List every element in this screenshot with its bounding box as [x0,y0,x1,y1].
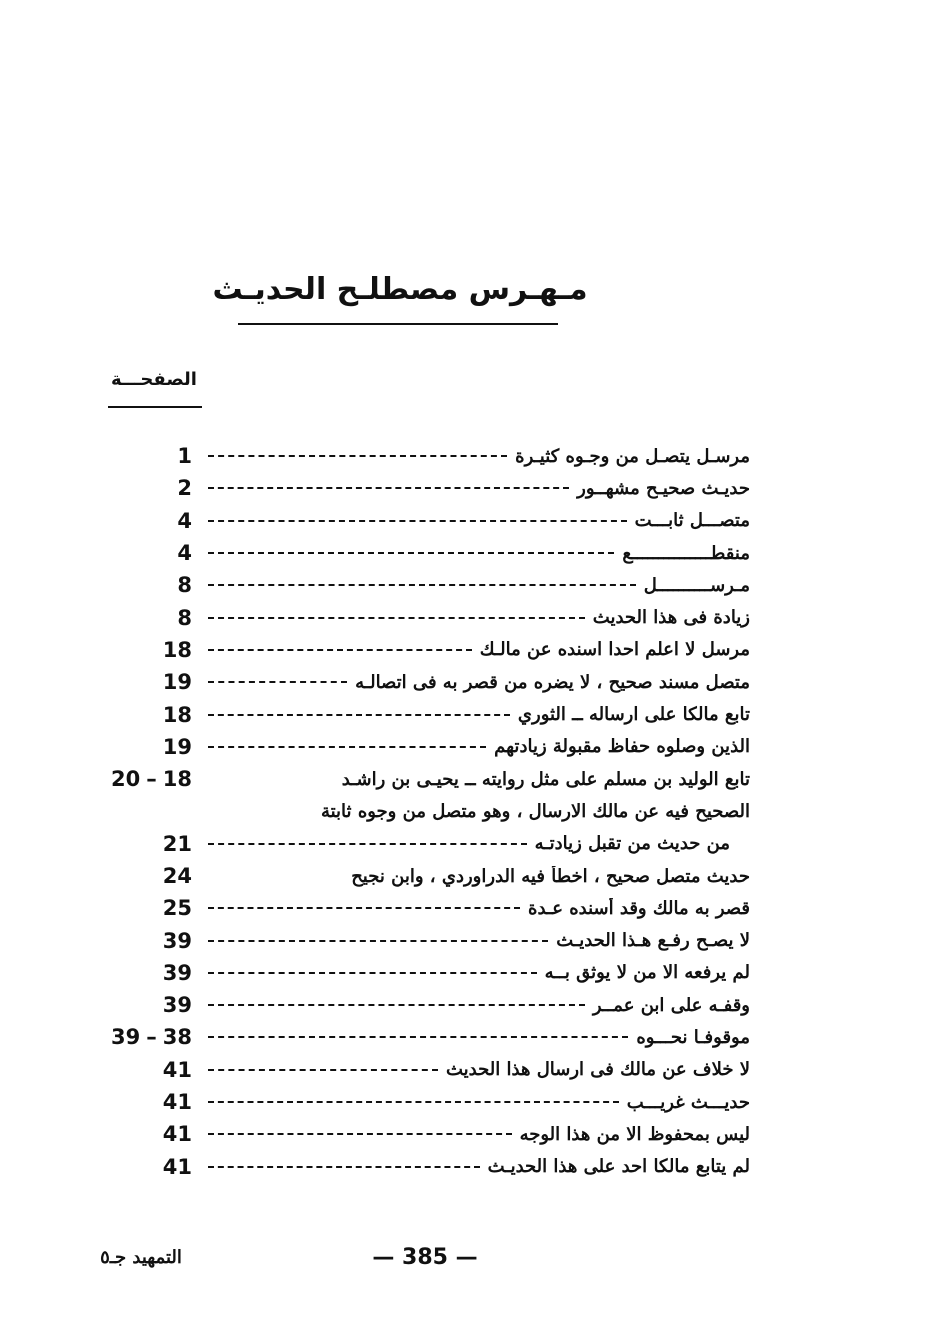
entry-text: حديـث صحيـح مشهــور [577,477,750,499]
index-entries-list [70,440,770,1183]
index-entry [70,666,770,698]
index-entry [70,828,770,860]
entry-text: الصحيح فيه عن مالك الارسال ، وهو متصل من وجوه ثابتة [320,800,750,822]
entry-text: حديـــث غريـــب [626,1091,750,1113]
entry-page: 41 [162,1154,192,1179]
entry-page-numbers [70,832,200,856]
dotted-leader [208,1036,628,1038]
entry-page: 18 [162,702,192,727]
dotted-leader [208,617,585,619]
dotted-leader [208,972,537,974]
entry-page: 39 [162,928,192,953]
entry-page-numbers [70,606,200,630]
entry-text: مرسـل يتصـل من وجـوه كثيـرة [515,445,750,467]
dotted-leader [208,584,636,586]
index-entry [70,1118,770,1150]
dotted-leader [208,746,486,748]
dotted-leader [208,455,507,457]
entry-page-end: 39 [111,1025,141,1050]
entry-page: 19 [162,670,192,695]
entry-page-numbers [70,638,200,662]
entry-text: لا يصـح رفـع هـذا الحديـث [556,930,750,952]
entry-page-numbers [70,993,200,1017]
dotted-leader [208,1101,619,1103]
entry-text: منقطـــــــــــــــع [622,542,750,564]
index-entry [70,569,770,601]
page-range-dash: – [146,1025,157,1050]
footer-page-number: — 385 — [372,1245,478,1270]
entry-page: 21 [162,831,192,856]
index-entry [70,1021,770,1053]
entry-page-numbers [70,1025,200,1049]
entry-page-numbers [70,1058,200,1082]
entry-text: ليس بمحفوظ الا من هذا الوجه [519,1123,750,1145]
entry-page: 24 [162,864,192,888]
entry-page-numbers [70,541,200,565]
index-entry [70,795,770,827]
footer-book-name: التمهيد جـ٥ [100,1247,182,1268]
entry-text: وقفـه على ابن عمــر [592,994,750,1016]
entry-text: زيادة فى هذا الحديث [592,607,750,629]
dotted-leader [208,552,614,554]
index-entry [70,1086,770,1118]
entry-page: 1 [177,444,192,469]
index-entry [70,860,770,892]
entry-text: مـرســــــــــل [643,574,750,596]
entry-page-numbers [70,864,200,888]
index-entry [70,440,770,472]
entry-page-numbers [70,1090,200,1114]
entry-text: قصر به مالك وقد أسنده عـدة [528,897,750,919]
entry-page: 41 [162,1090,192,1115]
page-column-heading-underline [108,406,202,408]
page-range-dash: – [146,767,157,792]
entry-page-numbers [70,1155,200,1179]
entry-page-numbers [70,444,200,468]
entry-text: تابع الوليد بن مسلم على مثل روايته ــ يحيـى بن راشـد [341,768,750,790]
entry-page: 18 [162,767,192,792]
entry-page: 4 [177,541,192,566]
entry-page: 38 [162,1025,192,1050]
index-entry [70,892,770,924]
entry-page: 19 [162,734,192,759]
entry-text: تابع مالكا على ارساله ــ الثوري [517,704,750,726]
entry-page-numbers [70,929,200,953]
entry-text: الذين وصلوه حفاظ مقبولة زيادتهم [494,736,750,758]
index-entry [70,634,770,666]
entry-page-numbers [70,767,200,791]
entry-text: لم يتابع مالكا احد على هذا الحديـث [487,1156,750,1178]
index-entry [70,1151,770,1183]
index-entry [70,1054,770,1086]
entry-text: من حديث من تقبل زيادتـه [534,833,730,855]
entry-page: 8 [177,573,192,598]
entry-text: لم يرفعه الا من لا يوثق بــه [544,962,750,984]
dotted-leader [208,1069,438,1071]
entry-page-numbers [70,735,200,759]
entry-page-numbers [70,573,200,597]
index-entry [70,989,770,1021]
index-entry [70,472,770,504]
entry-page: 41 [162,1122,192,1147]
entry-page: 18 [162,637,192,662]
entry-page: 25 [162,896,192,921]
dotted-leader [208,487,569,489]
entry-page-numbers [70,896,200,920]
entry-text: موقوفـا نحـــوه [636,1026,750,1048]
dotted-leader [208,843,527,845]
dotted-leader [208,649,472,651]
entry-page: 39 [162,993,192,1018]
page-title: مـهـرس مصطلـح الحديـث [212,272,588,307]
dotted-leader [208,714,510,716]
entry-page-numbers [70,961,200,985]
dotted-leader [208,907,520,909]
entry-page-end: 20 [111,767,141,792]
dotted-leader [208,1133,512,1135]
dotted-leader [208,940,548,942]
page-column-heading: الصفحـــة [111,369,197,390]
entry-page: 8 [177,605,192,630]
entry-page-numbers [70,509,200,533]
index-entry [70,763,770,795]
index-entry [70,537,770,569]
index-entry [70,698,770,730]
entry-text: متصل مسند صحيح ، لا يضره من قصر به فى اتصالـه [355,671,750,693]
index-entry [70,505,770,537]
index-entry [70,731,770,763]
index-entry [70,924,770,956]
entry-page: 2 [177,476,192,501]
entry-text: مرسل لا اعلم احدا اسنده عن مالـك [479,639,750,661]
title-underline [238,323,558,325]
entry-text: متصـــل ثابـــت [634,510,750,532]
dotted-leader [208,520,627,522]
entry-page-numbers [70,670,200,694]
page-footer [0,1238,947,1278]
dotted-leader [208,1166,480,1168]
entry-page-numbers [70,1122,200,1146]
entry-page: 41 [162,1057,192,1082]
index-entry [70,957,770,989]
index-entry [70,601,770,633]
entry-page: 4 [177,508,192,533]
entry-page-numbers [70,476,200,500]
dotted-leader [208,681,347,683]
entry-page: 39 [162,960,192,985]
entry-page-numbers [70,703,200,727]
dotted-leader [208,1004,585,1006]
entry-text: حديث متصل صحيح ، اخطأ فيه الدراوردي ، وابن نجيح [351,865,750,887]
entry-text: لا خلاف عن مالك فى ارسال هذا الحديث [445,1059,750,1081]
